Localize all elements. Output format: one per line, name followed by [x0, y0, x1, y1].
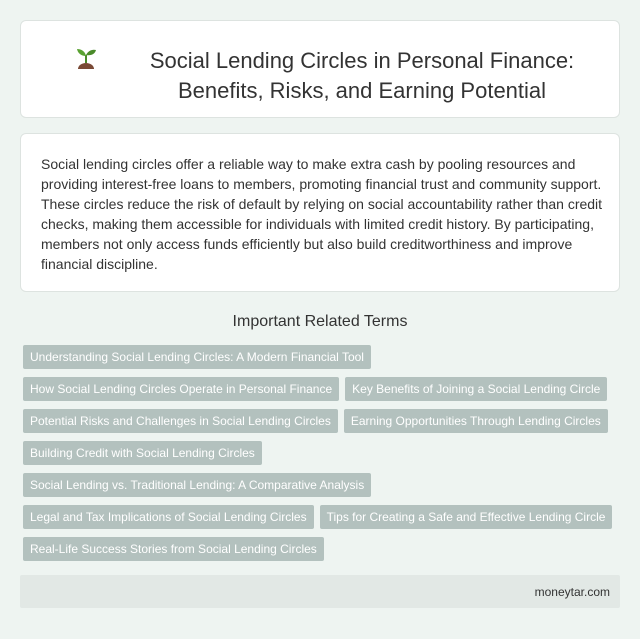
term-tag[interactable]: Key Benefits of Joining a Social Lending Circle — [345, 377, 607, 401]
term-row — [23, 441, 623, 465]
term-tag[interactable]: Building Credit with Social Lending Circles — [23, 441, 262, 465]
related-terms-heading: Important Related Terms — [232, 313, 408, 330]
term-tag[interactable]: Social Lending vs. Traditional Lending: A Comparative Analysis — [23, 473, 371, 497]
term-row — [23, 377, 623, 401]
term-tag[interactable]: Tips for Creating a Safe and Effective Lending Circle — [320, 505, 613, 529]
term-row — [23, 409, 623, 433]
term-row — [23, 345, 623, 369]
related-terms-list — [23, 345, 623, 569]
term-tag[interactable]: Potential Risks and Challenges in Social Lending Circles — [23, 409, 338, 433]
term-row — [23, 537, 623, 561]
seedling-icon — [73, 45, 99, 75]
term-row — [23, 505, 623, 529]
term-tag[interactable]: Real-Life Success Stories from Social Lending Circles — [23, 537, 324, 561]
term-tag[interactable]: How Social Lending Circles Operate in Personal Finance — [23, 377, 339, 401]
intro-paragraph: Social lending circles offer a reliable way to make extra cash by pooling resources and providing interest-free loans to members, promoting financial trust and community support. These circles reduce the risk of default by relying on social accountability rather than credit checks, making them accessible for individuals with limited credit history. By participating, members not only access funds efficiently but also build creditworthiness and improve financial discipline. — [41, 156, 603, 272]
footer — [20, 575, 620, 608]
intro-card — [20, 133, 620, 292]
page-title: Social Lending Circles in Personal Finance: Benefits, Risks, and Earning Potential — [149, 48, 575, 103]
term-tag[interactable]: Understanding Social Lending Circles: A Modern Financial Tool — [23, 345, 371, 369]
title-card — [20, 20, 620, 118]
term-tag[interactable]: Earning Opportunities Through Lending Circles — [344, 409, 608, 433]
term-tag[interactable]: Legal and Tax Implications of Social Lending Circles — [23, 505, 314, 529]
term-row — [23, 473, 623, 497]
footer-site-link[interactable]: moneytar.com — [534, 585, 610, 599]
